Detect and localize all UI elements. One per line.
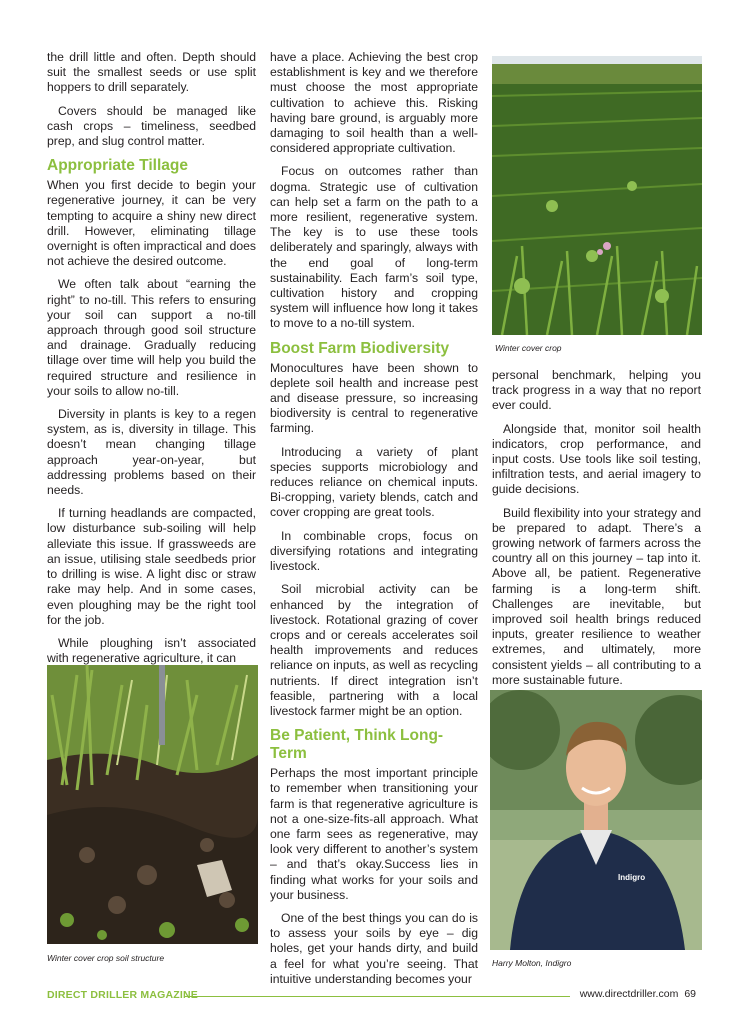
magazine-name: DIRECT DRILLER MAGAZINE xyxy=(47,989,199,1001)
website-link[interactable]: www.directdriller.com xyxy=(579,988,679,1000)
footer-right xyxy=(580,988,696,1000)
heading-appropriate-tillage: Appropriate Tillage xyxy=(47,157,188,175)
soil-structure-image xyxy=(47,665,258,944)
paragraph: We often talk about “earning the right” to no-till. This refers to ensuring your soil can support a no-till approach through good soil structure and drainage. Gradually reducing tillage over time will help you build the required structure and resilience in your soils to allow no-till. xyxy=(47,277,256,398)
cover-crop-image xyxy=(492,56,702,335)
paragraph: Covers should be managed like cash crops – timeliness, seedbed prep, and slug control matter. xyxy=(47,103,256,149)
paragraph: One of the best things you can do is to assess your soils by eye – dig holes, get your hands dirty, and build a feel for what you’re seeing. That intuitive understanding becomes your xyxy=(270,910,478,986)
soil-photo-caption: Winter cover crop soil structure xyxy=(47,953,165,963)
paragraph: While ploughing isn’t associated with regenerative agriculture, it can xyxy=(47,635,256,666)
paragraph: the drill little and often. Depth should suit the smallest seeds or use split hoppers to drill separately. xyxy=(47,50,256,95)
paragraph: Focus on outcomes rather than dogma. Strategic use of cultivation can help set a farm on the path to a more resilient, regenerative system. The key is to use these tools deliberately and sparingly, always with the end goal of long-term sustainability. Each farm’s soil type, cultivation history and cropping system will influence how long it takes to move to a no-till system. xyxy=(270,164,478,331)
paragraph: In combinable crops, focus on diversifying rotations and integrating livestock. xyxy=(270,528,478,574)
heading-boost-farm-biodiversity: Boost Farm Biodiversity xyxy=(270,339,450,357)
footer-divider xyxy=(185,996,570,997)
column-3 xyxy=(492,368,701,696)
column-2 xyxy=(270,50,478,995)
portrait-photo xyxy=(490,690,702,950)
paragraph: Monocultures have been shown to deplete soil health and increase pest and disease pressure, so increasing biodiversity is central to regenerative farming. xyxy=(270,360,478,436)
soil-structure-photo xyxy=(47,665,258,944)
paragraph: Soil microbial activity can be enhanced by the integration of livestock. Rotational grazing of cover crops and or cereals accelerates soil health improvements and reduces reliance on inputs, as well as recycling nutrients. If direct integration isn’t feasible, partnering with a local livestock farmer might be an option. xyxy=(270,582,478,718)
paragraph: Perhaps the most important principle to remember when transitioning your farm is that regenerative agriculture is not a one-size-fits-all approach. What one farm sees as regenerative, may look very different to another’s system – and that’s okay.Success lies in finding what works for your soils and your business. xyxy=(270,766,478,902)
paragraph: If turning headlands are compacted, low disturbance sub-soiling will help alleviate this issue. If grassweeds are an issue, utilising stale seedbeds prior to drilling is wise. A light disc or straw rake may help. And in some cases, even ploughing may be the right tool for the job. xyxy=(47,506,256,627)
cover-crop-caption: Winter cover crop xyxy=(495,343,562,353)
paragraph: have a place. Achieving the best crop establishment is key and we therefore must choose the most appropriate cultivation to achieve this. Risking having bare ground, is arguably more damaging to soil health than a well-considered appropriate cultivation. xyxy=(270,50,478,156)
page-number: 69 xyxy=(684,988,696,1000)
paragraph: Alongside that, monitor soil health indicators, crop performance, and input costs. Use tools like soil testing, infiltration tests, and aerial imagery to guide decisions. xyxy=(492,421,701,497)
portrait-image xyxy=(490,690,702,950)
winter-cover-crop-photo xyxy=(492,56,702,335)
paragraph: personal benchmark, helping you track progress in a way that no report ever could. xyxy=(492,368,701,413)
paragraph: When you first decide to begin your regenerative journey, it can be very tempting to acquire a shiny new direct drill. However, eliminating tillage overnight is often impractical and does not achieve the desired outcome. xyxy=(47,178,256,269)
heading-be-patient: Be Patient, Think Long-Term xyxy=(270,727,444,763)
paragraph: Diversity in plants is key to a regen system, as is, diversity in tillage. This doesn’t mean changing tillage approach year-on-year, but addressing problems based on their needs. xyxy=(47,407,256,498)
paragraph: Build flexibility into your strategy and be prepared to adapt. There’s a growing network of farmers across the country all on this journey – tap into it. Above all, be patient. Regenerative farming is a long-term shift. Challenges are inevitable, but improved soil health brings reduced inputs, greater resilience to weather extremes, and ultimately, more consistent yields – all contributing to a more sustainable future. xyxy=(492,505,701,687)
column-1 xyxy=(47,50,256,674)
portrait-caption: Harry Molton, Indigro xyxy=(492,958,572,968)
paragraph: Introducing a variety of plant species supports microbiology and reduces reliance on chemical inputs. Bi-cropping, variety blends, catch and cover cropping are great tools. xyxy=(270,444,478,520)
jacket-logo-text: Indigro xyxy=(618,873,646,882)
